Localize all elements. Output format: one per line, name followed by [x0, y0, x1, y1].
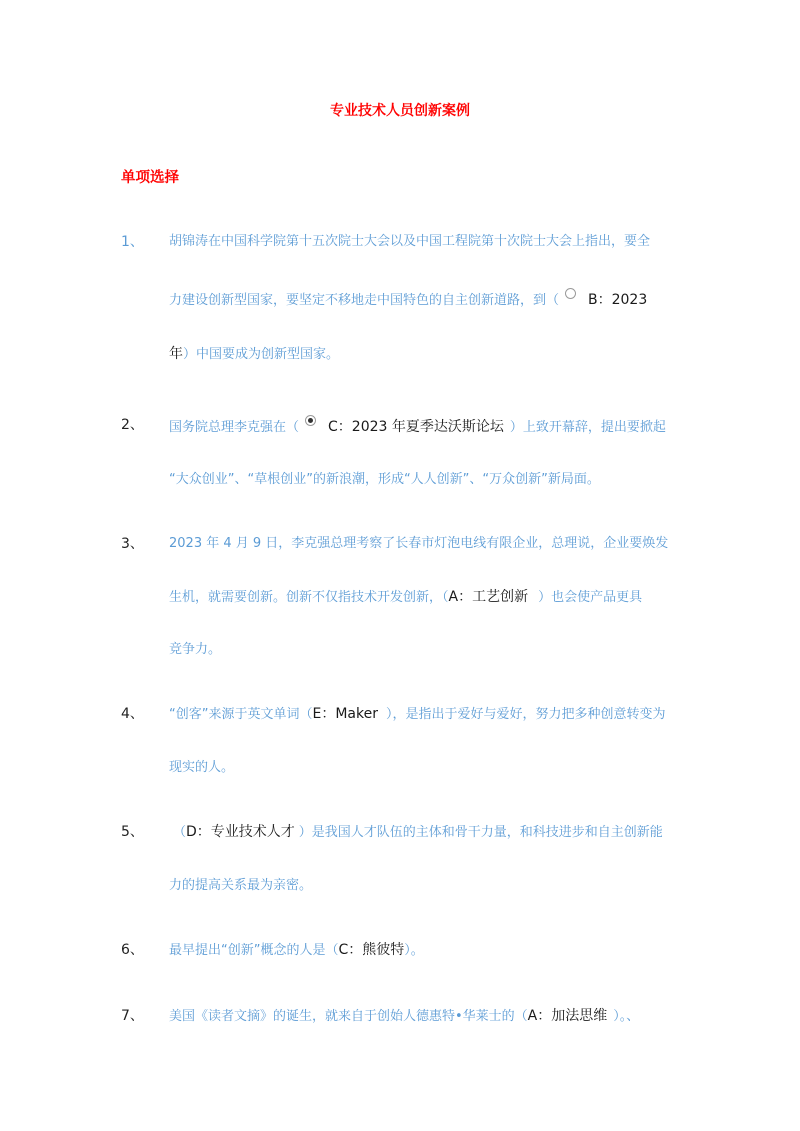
question-number: 4、	[121, 706, 144, 722]
radio-unselected-icon[interactable]	[565, 288, 576, 299]
question-number: 2、	[121, 417, 144, 433]
question-text-line: 竞争力。	[169, 642, 222, 657]
question-number: 7、	[121, 1008, 144, 1024]
question-text-line: 力的提高关系最为亲密。	[169, 878, 313, 893]
question-text-line: 最早提出“创新”概念的人是（C：熊彼特）。	[169, 942, 424, 958]
question-text-line: 年）中国要成为创新型国家。	[169, 346, 340, 362]
question-number: 6、	[121, 942, 144, 958]
question-text-line: 美国《读者文摘》的诞生，就来自于创始人德惠特•华莱士的（A：加法思维 ）。、	[169, 1008, 640, 1024]
question-text-line: 2023 年 4 月 9 日，李克强总理考察了长春市灯泡电线有限企业，总理说，企业要焕发	[169, 536, 669, 551]
document-title: 专业技术人员创新案例	[330, 103, 470, 119]
question-number: 3、	[121, 536, 144, 552]
question-number: 1、	[121, 234, 144, 250]
question-text-line: 力建设创新型国家，要坚定不移地走中国特色的自主创新道路，到（ B：2023	[169, 288, 681, 308]
question-text-line: “创客”来源于英文单词（E：Maker ），是指出于爱好与爱好，努力把多种创意转变为	[169, 706, 666, 722]
question-text-line: “大众创业”、“草根创业”的新浪潮，形成“人人创新”、“万众创新”新局面。	[169, 472, 600, 487]
answer-text: A：工艺创新	[448, 589, 529, 605]
answer-text: C：2023 年夏季达沃斯论坛	[328, 419, 504, 435]
answer-text: C：熊彼特	[338, 942, 405, 958]
radio-selected-icon[interactable]	[305, 415, 316, 426]
question-text-line: 胡锦涛在中国科学院第十五次院士大会以及中国工程院第十次院士大会上指出，要全	[169, 234, 651, 249]
question-text-line: （D：专业技术人才 ）是我国人才队伍的主体和骨干力量，和科技进步和自主创新能	[173, 824, 663, 840]
section-heading: 单项选择	[121, 170, 179, 186]
answer-text: D：专业技术人才	[186, 824, 295, 840]
answer-text: 年	[169, 346, 183, 362]
question-text-line: 生机，就需要创新。创新不仅指技术开发创新，（A：工艺创新 ）也会使产品更具	[169, 589, 643, 605]
question-number: 5、	[121, 824, 144, 840]
question-text-line: 国务院总理李克强在（ C：2023 年夏季达沃斯论坛 ）上致开幕辞，提出要掀起	[169, 415, 681, 435]
answer-text: A：加法思维	[527, 1008, 608, 1024]
answer-text: E：Maker	[312, 706, 378, 722]
answer-text: B：2023	[588, 292, 648, 308]
question-text-line: 现实的人。	[169, 760, 235, 775]
